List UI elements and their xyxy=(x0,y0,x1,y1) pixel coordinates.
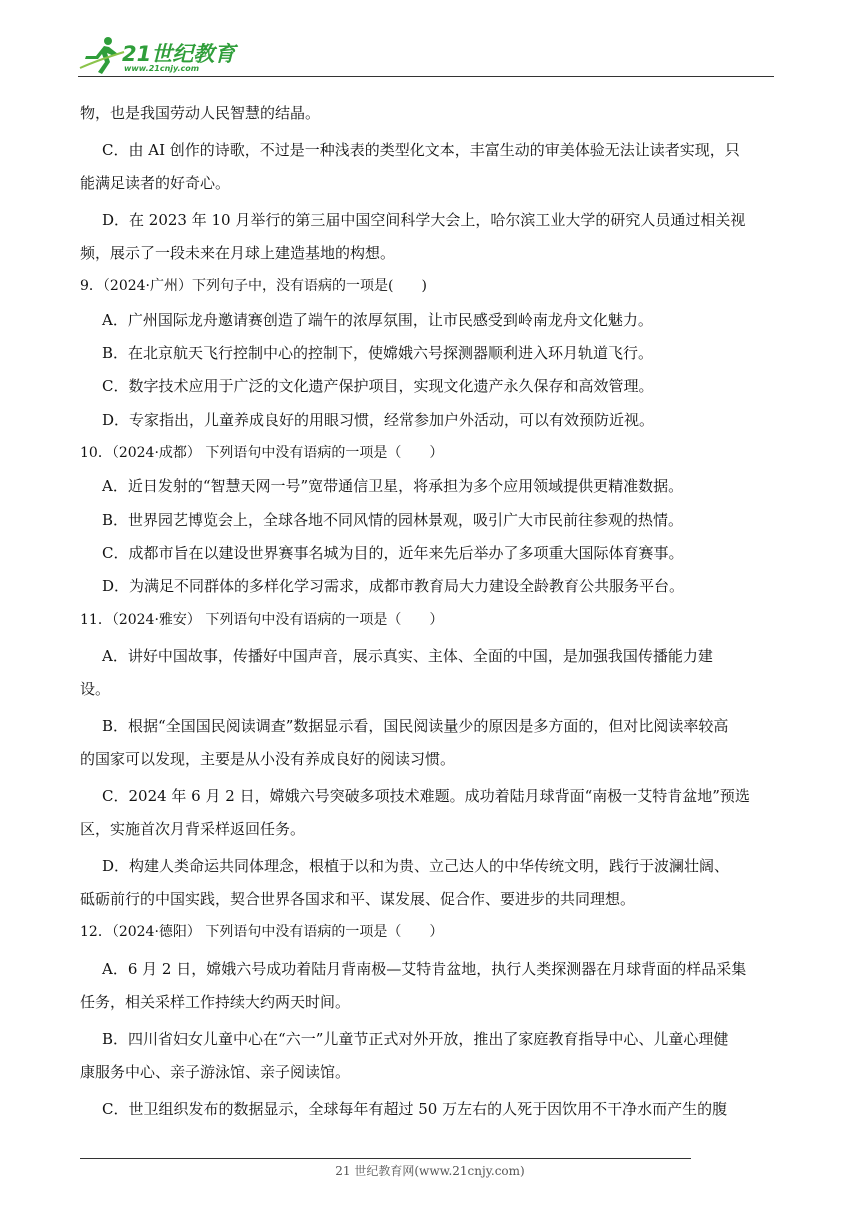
text-line: C．成都市旨在以建设世界赛事名城为目的，近年来先后举办了多项重大国际体育赛事。 xyxy=(102,544,684,562)
text-line: 设。 xyxy=(80,680,111,698)
text-line: D．构建人类命运共同体理念，根植于以和为贵、立己达人的中华传统文明，践行于波澜壮阔、 xyxy=(102,857,730,875)
text-line: 频，展示了一段未来在月球上建造基地的构想。 xyxy=(80,244,396,262)
logo-text: 21世纪教育 xyxy=(122,42,236,66)
text-line: B．根据“全国国民阅读调查”数据显示看，国民阅读量少的原因是多方面的，但对比阅读率较高 xyxy=(102,717,729,735)
text-line: D．在 2023 年 10 月举行的第三届中国空间科学大会上，哈尔滨工业大学的研究人员通过相关视 xyxy=(102,211,746,229)
runner-logo-icon xyxy=(78,34,126,76)
text-line: 任务，相关采样工作持续大约两天时间。 xyxy=(80,993,351,1011)
header-divider xyxy=(78,76,774,77)
logo-url: www.21cnjy.com xyxy=(124,64,200,73)
text-line: A．6 月 2 日，嫦娥六号成功着陆月背南极—艾特肯盆地，执行人类探测器在月球背面的样品采集 xyxy=(102,960,747,978)
text-line: A．近日发射的“智慧天网一号”宽带通信卫星，将承担为多个应用领域提供更精准数据。 xyxy=(102,477,684,495)
text-line: C．由 AI 创作的诗歌，不过是一种浅表的类型化文本，丰富生动的审美体验无法让读者实现，只 xyxy=(102,141,740,159)
question-stem: 11．（2024·雅安） 下列语句中没有语病的一项是（ ） xyxy=(80,612,444,628)
text-line: 能满足读者的好奇心。 xyxy=(80,174,231,192)
footer-divider xyxy=(80,1158,691,1159)
text-line: 区，实施首次月背采样返回任务。 xyxy=(80,820,306,838)
text-line: C．世卫组织发布的数据显示，全球每年有超过 50 万左右的人死于因饮用不干净水而产生的腹 xyxy=(102,1100,728,1118)
text-line: C．数字技术应用于广泛的文化遗产保护项目，实现文化遗产永久保存和高效管理。 xyxy=(102,377,654,395)
logo xyxy=(78,34,248,76)
page-header xyxy=(78,34,774,80)
question-stem: 10．（2024·成都） 下列语句中没有语病的一项是（ ） xyxy=(80,445,444,461)
text-line: 砥砺前行的中国实践，契合世界各国求和平、谋发展、促合作、要进步的共同理想。 xyxy=(80,890,636,908)
text-line: B．世界园艺博览会上，全球各地不同风情的园林景观，吸引广大市民前往参观的热情。 xyxy=(102,511,684,529)
footer-text: 21 世纪教育网(www.21cnjy.com) xyxy=(335,1164,525,1178)
text-line: B．在北京航天飞行控制中心的控制下，使嫦娥六号探测器顺利进入环月轨道飞行。 xyxy=(102,344,654,362)
text-line: B．四川省妇女儿童中心在“六一”儿童节正式对外开放，推出了家庭教育指导中心、儿童心理健 xyxy=(102,1030,729,1048)
text-line: 的国家可以发现，主要是从小没有养成良好的阅读习惯。 xyxy=(80,750,456,768)
question-stem: 9．（2024·广州）下列句子中，没有语病的一项是( ) xyxy=(80,278,427,294)
question-stem: 12．（2024·德阳） 下列语句中没有语病的一项是（ ） xyxy=(80,924,444,940)
text-line: C．2024 年 6 月 2 日，嫦娥六号突破多项技术难题。成功着陆月球背面“南极一艾特肯盆地”预选 xyxy=(102,787,750,805)
text-line: 物，也是我国劳动人民智慧的结晶。 xyxy=(80,104,321,122)
text-line: A．广州国际龙舟邀请赛创造了端午的浓厚氛围，让市民感受到岭南龙舟文化魅力。 xyxy=(102,311,653,329)
text-line: D．专家指出，儿童养成良好的用眼习惯，经常参加户外活动，可以有效预防近视。 xyxy=(102,411,655,429)
text-line: 康服务中心、亲子游泳馆、亲子阅读馆。 xyxy=(80,1063,351,1081)
text-line: D．为满足不同群体的多样化学习需求，成都市教育局大力建设全龄教育公共服务平台。 xyxy=(102,577,685,595)
text-line: A．讲好中国故事，传播好中国声音，展示真实、主体、全面的中国，是加强我国传播能力建 xyxy=(102,647,713,665)
